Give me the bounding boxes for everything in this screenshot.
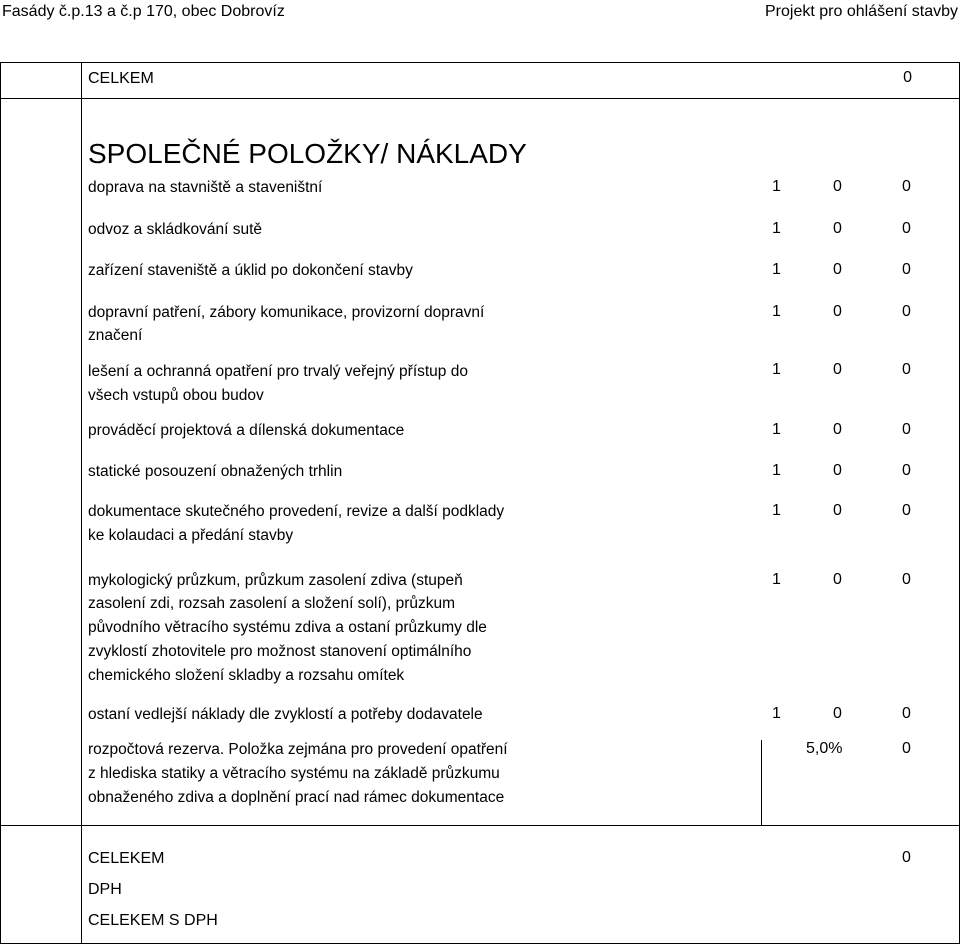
item-unit-price: 0 bbox=[833, 571, 842, 588]
item-description: zvyklostí zhotovitele pro možnost stanovení optimálního bbox=[88, 643, 472, 660]
item-description: odvoz a skládkování sutě bbox=[88, 221, 263, 238]
reserve-price: 0 bbox=[902, 740, 911, 757]
item-description: původního větracího systému zdiva a ostaní průzkumy dle bbox=[88, 619, 487, 636]
item-price: 0 bbox=[902, 261, 911, 278]
item-price: 0 bbox=[902, 178, 911, 195]
item-price: 0 bbox=[902, 705, 911, 722]
item-quantity: 1 bbox=[772, 571, 781, 588]
item-description: všech vstupů obou budov bbox=[88, 387, 264, 404]
item-quantity: 1 bbox=[772, 178, 781, 195]
item-unit-price: 0 bbox=[833, 220, 842, 237]
item-description: zařízení staveniště a úklid po dokončení stavby bbox=[88, 262, 413, 279]
item-quantity: 1 bbox=[772, 361, 781, 378]
celkem-top-label: CELKEM bbox=[88, 70, 154, 87]
dph-label: DPH bbox=[88, 881, 122, 898]
item-quantity: 1 bbox=[772, 705, 781, 722]
item-unit-price: 0 bbox=[833, 261, 842, 278]
item-description: statické posouzení obnažených trhlin bbox=[88, 463, 343, 480]
section-title: SPOLEČNÉ POLOŽKY/ NÁKLADY bbox=[88, 138, 527, 169]
item-price: 0 bbox=[902, 462, 911, 479]
item-price: 0 bbox=[902, 361, 911, 378]
reserve-description: rozpočtová rezerva. Položka zejmána pro provedení opatření bbox=[88, 741, 508, 758]
celekem-value: 0 bbox=[902, 849, 911, 866]
row-divider bbox=[0, 98, 960, 99]
header-project-location: Fasády č.p.13 a č.p 170, obec Dobrovíz bbox=[2, 3, 285, 20]
item-description: chemického složení skladby a rozsahu omítek bbox=[88, 667, 405, 684]
item-description: zasolení zdi, rozsah zasolení a složení solí), průzkum bbox=[88, 595, 456, 612]
item-description: lešení a ochranná opatření pro trvalý veřejný přístup do bbox=[88, 363, 468, 380]
item-description: doprava na stavniště a staveništní bbox=[88, 179, 323, 196]
reserve-percent: 5,0% bbox=[806, 740, 843, 757]
item-quantity: 1 bbox=[772, 421, 781, 438]
item-description: mykologický průzkum, průzkum zasolení zdiva (stupeň bbox=[88, 572, 463, 589]
item-price: 0 bbox=[902, 571, 911, 588]
item-description: ostaní vedlejší náklady dle zvyklostí a potřeby dodavatele bbox=[88, 706, 483, 723]
item-unit-price: 0 bbox=[833, 303, 842, 320]
item-description: prováděcí projektová a dílenská dokumentace bbox=[88, 422, 405, 439]
reserve-description: z hlediska statiky a větracího systému na základě průzkumu bbox=[88, 765, 500, 782]
item-unit-price: 0 bbox=[833, 361, 842, 378]
item-quantity: 1 bbox=[772, 220, 781, 237]
item-price: 0 bbox=[902, 421, 911, 438]
celekem-s-dph-label: CELEKEM S DPH bbox=[88, 912, 218, 929]
item-price: 0 bbox=[902, 303, 911, 320]
celkem-top-value: 0 bbox=[903, 69, 912, 86]
item-description: dopravní patření, zábory komunikace, provizorní dopravní bbox=[88, 304, 485, 321]
item-description: značení bbox=[88, 327, 143, 344]
item-quantity: 1 bbox=[772, 502, 781, 519]
item-price: 0 bbox=[902, 502, 911, 519]
item-unit-price: 0 bbox=[833, 462, 842, 479]
item-description: dokumentace skutečného provedení, revize a další podklady bbox=[88, 503, 505, 520]
header-document-type: Projekt pro ohlášení stavby bbox=[765, 3, 958, 20]
reserve-row-divider bbox=[761, 740, 762, 826]
item-price: 0 bbox=[902, 220, 911, 237]
table-column-divider bbox=[81, 62, 82, 944]
reserve-description: obnaženého zdiva a doplnění prací nad rámec dokumentace bbox=[88, 789, 505, 806]
item-quantity: 1 bbox=[772, 303, 781, 320]
item-unit-price: 0 bbox=[833, 178, 842, 195]
item-unit-price: 0 bbox=[833, 502, 842, 519]
item-description: ke kolaudaci a předání stavby bbox=[88, 527, 294, 544]
row-divider bbox=[0, 825, 960, 826]
item-quantity: 1 bbox=[772, 261, 781, 278]
celekem-label: CELEKEM bbox=[88, 850, 165, 867]
item-quantity: 1 bbox=[772, 462, 781, 479]
item-unit-price: 0 bbox=[833, 421, 842, 438]
item-unit-price: 0 bbox=[833, 705, 842, 722]
